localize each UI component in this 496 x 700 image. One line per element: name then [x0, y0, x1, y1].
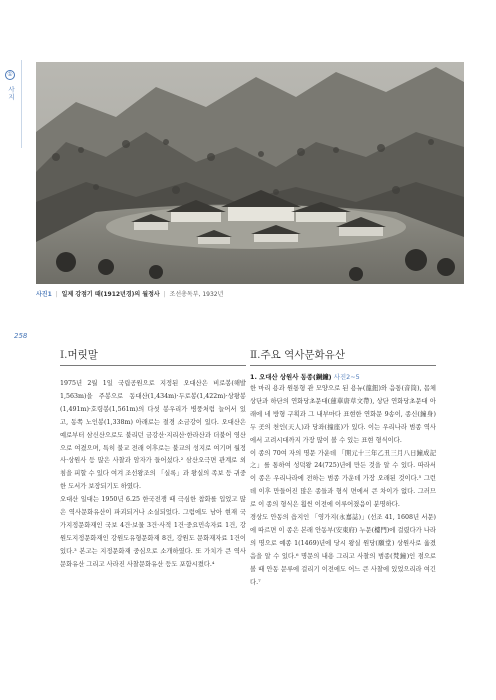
subheading-bell [250, 371, 436, 383]
circle-number-icon: ① [5, 70, 15, 80]
paragraph: 오대산 일대는 1950년 6.25 한국전쟁 때 극심한 참화를 입었고 많은 역사문화유산이 파괴되거나 소실되었다. 그럼에도 남아 현재 국가지정문화재인 국보 4건·보물 3건·사적 1건·중요민속자료 1건, 강원도지정문화재인 강원도유형문화재 8건, 강원도 문화재자료 1건이 있다.³ 본고는 지정문화재 중심으로 소개하였다. 또 가치가 큰 역사문화유산 그리고 사라진 사찰문화유산 등도 포함시켰다.⁴ [60, 496, 246, 568]
page-number: 258 [14, 332, 28, 340]
heading-title: 주요 역사문화유산 [260, 349, 345, 361]
section-heading-heritage [250, 344, 436, 366]
subheading-title: 1. 오대산 상원사 동종(銅鐘) [250, 373, 332, 381]
caption-source: 조선총독부, 1932년 [169, 291, 224, 298]
paragraph: 1975년 2월 1일 국립공원으로 지정된 오대산은 비로봉(해발 1,563m)을 주봉으로 동대산(1,434m)·두로봉(1,422m)·상왕봉(1,491m)·호령봉(1,561m)의 다섯 봉우리가 병풍처럼 늘어서 있고, 동쪽 노인봉(1,338m) 아래로는 절경 소금강이 있다. 오대산은 예로부터 삼신산으로도 불리던 금강산·지리산·한라산과 더불어 영산으로 여겼으며, 특히 불교 전래 이후로는 불교의 성지로 여기며 월정사·상원사 등 많은 사찰과 암자가 들어섰다.² 삼산오극면 관계로 외침을 피할 수 있다 여겨 조선왕조의 「실록」과 왕실의 족보 등 귀중한 도서가 보장되기도 하였다. [60, 380, 246, 491]
photo-caption [36, 289, 466, 301]
caption-title: 일제 강점기 때(1912년경)의 월정사 [61, 291, 160, 298]
temple-photo-illustration [36, 62, 464, 284]
caption-separator: | [163, 291, 166, 298]
heading-number: Ⅰ. [60, 349, 68, 361]
paragraph: 경상도 안동의 읍지인 「영가지(永嘉誌)」(선조 41, 1608년 서문)에 따르면 이 종은 본래 안동부(安東府) 누문(樓門)에 걸렸다가 나라의 명으로 예종 1(1469)년에 당시 왕실 원당(願堂) 상원사로 옮겼음을 알 수 있다.⁶ 명문의 내용 그리고 사찰의 범종(梵鐘)인 점으로 볼 때 안동 문루에 걸리기 이전에도 어느 큰 사찰에 있었으리라 여긴다.⁷ [250, 514, 436, 586]
caption-number: 사진1 [36, 291, 52, 298]
subheading-photo-ref: 사진2~5 [333, 373, 360, 381]
left-column [60, 344, 246, 572]
bell-body [250, 383, 436, 590]
side-tab-label: 사지 [7, 86, 15, 101]
section-heading-intro [60, 344, 246, 366]
right-column [250, 344, 436, 590]
temple-photo [36, 62, 464, 284]
paragraph: 이 종의 70여 자의 명문 가운데 「開元十三年乙丑三月八日鐘成記之」를 통하여 성덕왕 24(725)년에 만든 것을 알 수 있다. 따라서 이 종은 우리나라에 전하는 범종 가운데 가장 오래된 것이다.⁵ 그런데 이후 만들어진 많은 종들과 형식 면에서 큰 차이가 없다. 그러므로 이 종의 형식은 훨씬 이전에 이루어졌음이 분명하다. [250, 449, 436, 509]
heading-number: Ⅱ. [250, 349, 261, 361]
heading-title: 머릿말 [67, 349, 98, 361]
intro-body [60, 378, 246, 572]
paragraph: 한 마리 용과 원통형 관 모양으로 된 용뉴(龍鈕)와 음통(音筒), 몸체 상단과 하단의 연화당초문대(蓮華唐草文帶), 상단 연화당초문대 아래에 네 방형 구획과 그 내부마다 표현한 연화문 9송이, 종신(鐘身) 두 곳의 천인(天人)과 당좌(撞座)가 있다. 이는 우리나라 범종 역사에서 고려시대까지 가장 많이 볼 수 있는 표현 형식이다. [250, 385, 436, 444]
caption-separator: | [55, 291, 58, 298]
